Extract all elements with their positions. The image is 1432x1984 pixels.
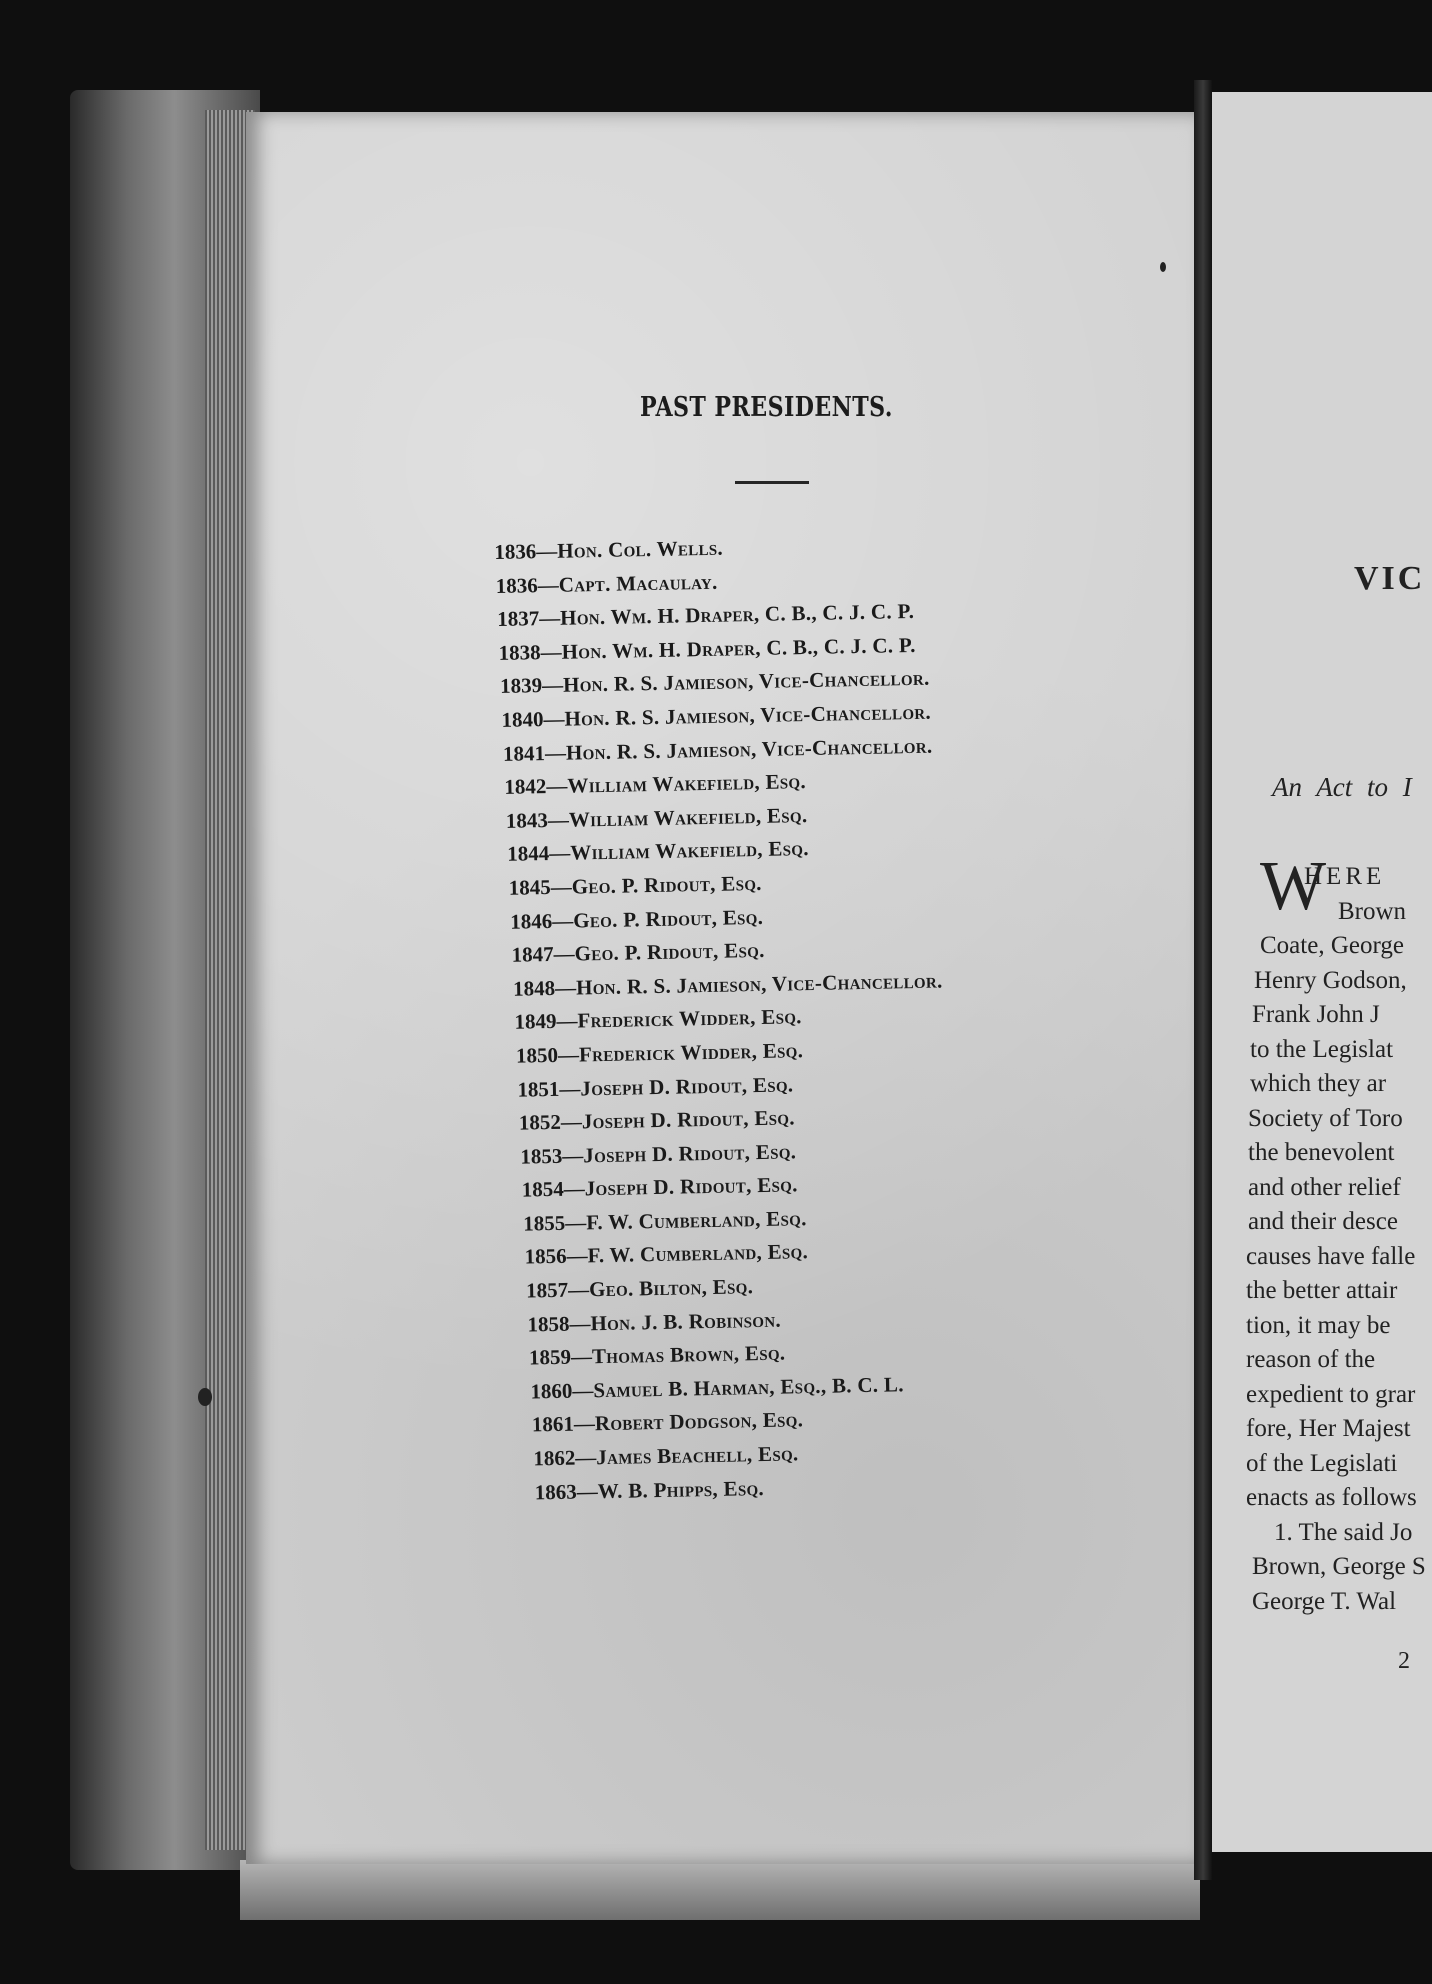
past-presidents-list xyxy=(494,525,1073,1510)
em-dash: — xyxy=(556,1008,578,1034)
president-name: Hon. R. S. Jamieson, Vice-Chancellor. xyxy=(564,699,932,731)
em-dash: — xyxy=(537,572,559,597)
text-line: the better attair xyxy=(1246,1277,1398,1304)
text-line: reason of the xyxy=(1246,1346,1376,1373)
text-line: of the Legislati xyxy=(1246,1449,1398,1477)
president-name: W. B. Phipps, Esq. xyxy=(597,1475,765,1503)
em-dash: — xyxy=(550,874,572,899)
president-name: Capt. Macaulay. xyxy=(558,569,718,597)
em-dash: — xyxy=(569,1310,591,1336)
em-dash: — xyxy=(566,1243,588,1269)
right-page-number: 2 xyxy=(1398,1648,1410,1674)
em-dash: — xyxy=(543,706,565,732)
em-dash: — xyxy=(538,605,561,631)
em-dash: — xyxy=(549,840,571,866)
president-name: William Wakefield, Esq. xyxy=(570,836,810,865)
em-dash: — xyxy=(564,1210,587,1235)
president-year: 1841 xyxy=(502,740,546,766)
president-name: Joseph D. Ridout, Esq. xyxy=(583,1139,797,1168)
president-year: 1855 xyxy=(522,1210,566,1236)
president-year: 1862 xyxy=(533,1445,576,1471)
president-name: Hon. Col. Wells. xyxy=(557,535,724,563)
president-year: 1854 xyxy=(521,1177,564,1202)
president-name: Joseph D. Ridout, Esq. xyxy=(580,1071,794,1100)
president-name: Frederick Widder, Esq. xyxy=(578,1038,804,1067)
president-name: William Wakefield, Esq. xyxy=(568,802,808,832)
president-name: James Beachell, Esq. xyxy=(596,1441,799,1470)
text-line: fore, Her Majest xyxy=(1246,1415,1411,1442)
em-dash: — xyxy=(563,1176,585,1202)
president-name: Joseph D. Ridout, Esq. xyxy=(584,1172,798,1201)
em-dash: — xyxy=(554,975,577,1000)
right-page xyxy=(1212,92,1432,1852)
em-dash: — xyxy=(573,1411,596,1437)
president-name: Hon. R. S. Jamieson, Vice-Chancellor. xyxy=(575,968,943,1000)
text-line: tion, it may be xyxy=(1246,1311,1391,1339)
em-dash: — xyxy=(560,1109,583,1134)
em-dash: — xyxy=(547,807,570,832)
ink-speck xyxy=(198,1388,212,1406)
president-year: 1850 xyxy=(515,1042,559,1068)
em-dash: — xyxy=(562,1143,584,1168)
president-year: 1856 xyxy=(524,1244,567,1270)
em-dash: — xyxy=(559,1075,581,1101)
president-name: Frederick Widder, Esq. xyxy=(577,1004,802,1033)
president-year: 1843 xyxy=(505,807,549,833)
president-name: Joseph D. Ridout, Esq. xyxy=(581,1105,796,1134)
book-gutter xyxy=(1194,80,1212,1880)
title-divider xyxy=(735,481,809,484)
president-year: 1842 xyxy=(504,774,547,800)
president-year: 1848 xyxy=(512,975,556,1001)
text-line: Society of Toro xyxy=(1248,1104,1403,1132)
em-dash: — xyxy=(546,773,568,799)
president-year: 1857 xyxy=(525,1277,569,1303)
president-year: 1837 xyxy=(496,606,540,632)
president-name: Hon. Wm. H. Draper, C. B., C. J. C. P. xyxy=(559,599,915,630)
text-line: Brown xyxy=(1338,897,1407,925)
text-line: Henry Godson, xyxy=(1254,966,1407,994)
president-name: Hon. Wm. H. Draper, C. B., C. J. C. P. xyxy=(561,632,916,664)
president-year: 1840 xyxy=(501,707,544,732)
president-name: Geo. Bilton, Esq. xyxy=(588,1274,754,1302)
president-year: 1858 xyxy=(527,1311,570,1337)
president-year: 1852 xyxy=(518,1109,562,1135)
president-year: 1860 xyxy=(530,1378,573,1404)
em-dash: — xyxy=(553,941,575,967)
president-year: 1836 xyxy=(494,539,537,564)
president-name: Hon. R. S. Jamieson, Vice-Chancellor. xyxy=(562,666,930,698)
ink-speck xyxy=(1160,262,1166,272)
em-dash: — xyxy=(557,1042,580,1067)
em-dash: — xyxy=(541,673,564,698)
president-year: 1838 xyxy=(498,639,541,665)
text-line: 1. The said Jo xyxy=(1274,1518,1413,1546)
text-line: and other relief xyxy=(1248,1173,1401,1201)
president-name: Robert Dodgson, Esq. xyxy=(594,1407,804,1436)
text-line: enacts as follows xyxy=(1246,1484,1417,1511)
text-line: Coate, George xyxy=(1260,932,1404,959)
text-line: to the Legislat xyxy=(1250,1035,1394,1063)
president-name: F. W. Cumberland, Esq. xyxy=(587,1239,809,1268)
em-dash: — xyxy=(540,639,562,664)
em-dash: — xyxy=(570,1344,593,1369)
president-name: Geo. P. Ridout, Esq. xyxy=(574,938,765,966)
em-dash: — xyxy=(576,1478,598,1504)
president-year: 1859 xyxy=(528,1344,572,1370)
president-name: William Wakefield, Esq. xyxy=(567,769,807,798)
em-dash: — xyxy=(551,908,574,933)
text-line: HERE xyxy=(1304,863,1386,890)
president-name: Hon. J. B. Robinson. xyxy=(590,1307,782,1335)
book-bottom-edge xyxy=(240,1860,1200,1920)
right-page-heading: VIC xyxy=(1354,560,1426,597)
text-line: which they ar xyxy=(1250,1070,1387,1097)
text-line: causes have falle xyxy=(1246,1242,1416,1270)
em-dash: — xyxy=(536,538,558,564)
page-title: PAST PRESIDENTS. xyxy=(640,392,893,423)
president-year: 1853 xyxy=(520,1143,563,1169)
text-line: Brown, George S xyxy=(1252,1553,1426,1580)
president-year: 1836 xyxy=(495,572,538,598)
president-name: Samuel B. Harman, Esq., B. C. L. xyxy=(593,1372,904,1403)
em-dash: — xyxy=(544,740,567,765)
right-page-act-title: An Act to I xyxy=(1272,772,1412,802)
president-year: 1845 xyxy=(508,874,551,900)
text-line: Frank John J xyxy=(1252,1001,1380,1028)
president-year: 1861 xyxy=(531,1412,575,1437)
text-line: and their desce xyxy=(1248,1208,1398,1235)
em-dash: — xyxy=(567,1277,590,1302)
em-dash: — xyxy=(575,1445,597,1470)
president-name: Geo. P. Ridout, Esq. xyxy=(571,870,762,899)
president-year: 1844 xyxy=(507,841,550,867)
president-name: Thomas Brown, Esq. xyxy=(591,1340,786,1369)
em-dash: — xyxy=(572,1378,594,1403)
text-line: expedient to grar xyxy=(1246,1380,1416,1408)
president-year: 1839 xyxy=(499,673,543,699)
president-year: 1863 xyxy=(534,1479,577,1505)
president-year: 1846 xyxy=(509,908,553,934)
text-line: the benevolent xyxy=(1248,1139,1395,1166)
president-year: 1851 xyxy=(517,1076,560,1102)
right-page-text xyxy=(1246,860,1432,1619)
president-year: 1849 xyxy=(514,1009,557,1035)
president-name: Hon. R. S. Jamieson, Vice-Chancellor. xyxy=(565,733,933,765)
president-year: 1847 xyxy=(511,942,554,967)
right-page-drop-cap: W xyxy=(1260,848,1327,925)
president-name: Geo. P. Ridout, Esq. xyxy=(572,904,764,933)
president-name: F. W. Cumberland, Esq. xyxy=(585,1206,807,1235)
text-line: George T. Wal xyxy=(1252,1587,1397,1615)
